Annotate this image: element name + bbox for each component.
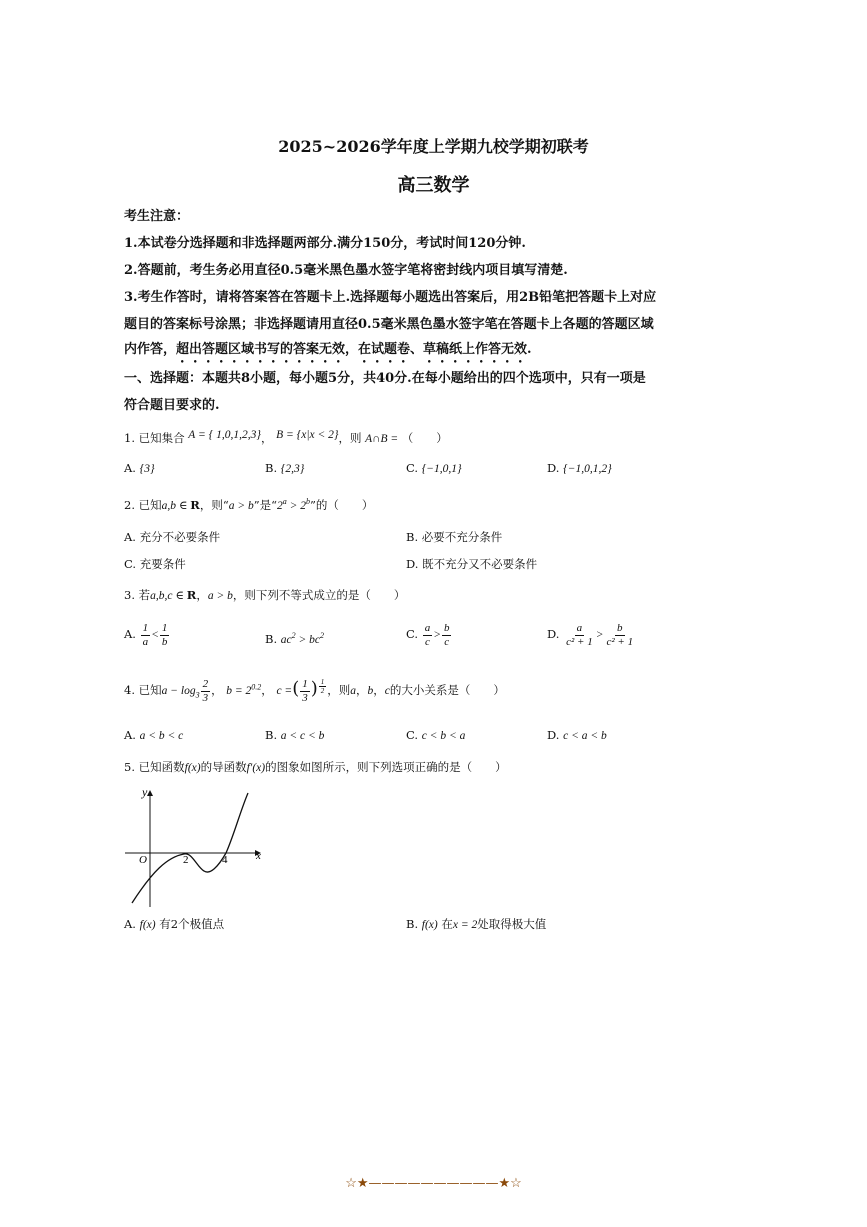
q1-option-d: D. {−1,0,1,2}: [547, 461, 612, 475]
tick-label-2: 2: [183, 854, 189, 866]
section-heading-line-2: 符合题目要求的.: [124, 398, 220, 413]
question-2-stem: 2. 已知a,b ∈ R，则“a > b”是“$2^a > 2^b$”的（ ）: [124, 497, 374, 512]
question-5-stem: 5. 已知函数f(x)的导函数f′(x)的图象如图所示，则下列选项正确的是（ ）: [124, 760, 507, 774]
q1-option-b: B. {2,3}: [265, 461, 305, 475]
q2-option-d: D. 既不充分又不必要条件: [406, 557, 538, 571]
q1-expression: A∩B =: [365, 433, 399, 445]
section-heading-line-1: 一、选择题：本题共8小题，每小题5分，共40分.在每小题给出的四个选项中，只有一项是: [124, 371, 646, 386]
q4-option-a: A. a < b < c: [124, 728, 184, 742]
question-3-stem: 3. 若a,b,c ∈ R，a > b，则下列不等式成立的是（ ）: [124, 588, 406, 602]
q1-comma: ，: [260, 431, 273, 445]
page-footer: ☆★——————————★☆: [345, 1176, 522, 1191]
derivative-curve: [132, 793, 248, 903]
notice-item-2: 2.答题前，考生务必用直径0.5毫米黑色墨水签字笔将密封线内项目填写清楚.: [124, 263, 568, 278]
notice-item-3-line-1: 3.考生作答时，请将答案答在答题卡上.选择题每小题选出答案后，用2B铅笔把答题卡上对应: [124, 290, 657, 305]
q4-option-b: B. a < c < b: [265, 728, 325, 742]
notice-text: 内作答，: [124, 342, 177, 357]
q2-option-a: A. 充分不必要条件: [124, 530, 221, 544]
notice-item-3-line-3: [124, 338, 532, 366]
q5-option-b: B. f(x) 在x = 2处取得极大值: [406, 917, 547, 931]
notice-item-1: 1.本试卷分选择题和非选择题两部分.满分150分，考试时间120分钟.: [124, 236, 526, 251]
q1-set-a: A = { 1,0,1,2,3}: [188, 429, 261, 441]
q3-option-c: C. $\frac{a}{c}$ > $\frac{b}{c}$: [406, 622, 450, 648]
notice-emphasis: 超出答题区域书写的答案无效，在试题卷、草稿纸上作答无效: [176, 342, 528, 357]
notice-period: .: [527, 342, 532, 357]
question-4-stem: 4. 已知$a - \log_3$ $\frac{2}{3}$ ， $b = 2^{0.2}$， c =( $\frac{1}{3}$ ) $\frac{1}{2}$ ，则a，b，c的大小关系是（ ）: [124, 678, 505, 704]
q3-option-d: D. $\frac{a}{\text{c² + 1}}$ > $\frac{b}{\text{c² + 1}}$: [547, 622, 634, 648]
notice-item-3-line-2: 题目的答案标号涂黑；非选择题请用直径0.5毫米黑色墨水签字笔在答题卡上各题的答题区域: [124, 317, 654, 332]
q4-option-d: D. c < a < b: [547, 728, 607, 742]
q5-option-a: A. f(x) 有2个极值点: [124, 917, 225, 931]
exam-title: 2025~2026学年度上学期九校学期初联考: [278, 137, 589, 156]
q1-option-c: C. {−1,0,1}: [406, 461, 462, 475]
tick-label-4: 4: [222, 854, 228, 866]
q1-text-2: ，则: [338, 431, 362, 445]
q3-option-b: B. $ac^2 > bc^2$: [265, 631, 324, 646]
q2-option-c: C. 充要条件: [124, 557, 186, 571]
derivative-graph: [122, 787, 267, 910]
q1-answer-blank: （ ）: [401, 431, 448, 445]
x-axis-label: x: [256, 850, 261, 862]
q4-option-c: C. c < b < a: [406, 728, 466, 742]
q2-option-b: B. 必要不充分条件: [406, 530, 503, 544]
q1-text: 1. 已知集合: [124, 431, 185, 445]
y-axis-label: y: [142, 787, 148, 799]
q3-option-a: A. $\frac{1}{a}$ < $\frac{1}{b}$: [124, 622, 168, 648]
exam-subject: 高三数学: [397, 175, 470, 196]
q1-set-b: B = {x|x < 2}: [276, 429, 339, 441]
q1-option-a: A. {3}: [124, 461, 155, 475]
notice-heading: 考生注意：: [124, 209, 190, 224]
question-1-stem: [124, 430, 448, 446]
origin-label: O: [139, 854, 147, 866]
